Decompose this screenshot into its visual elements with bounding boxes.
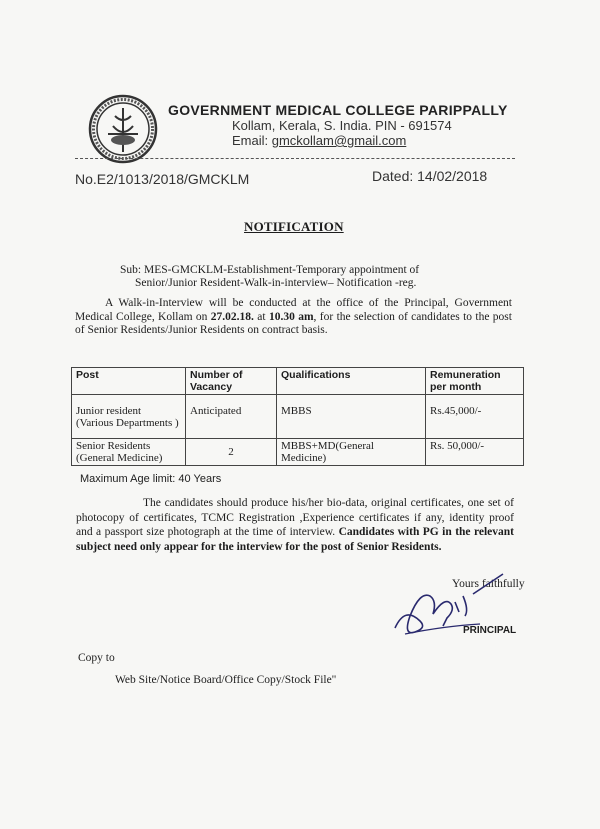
table-row — [72, 395, 524, 439]
cell-qualification: MBBS — [277, 395, 426, 439]
signatory-title: PRINCIPAL — [463, 625, 517, 636]
copy-to-list: Web Site/Notice Board/Office Copy/Stock File" — [115, 674, 337, 686]
intro-at: at — [253, 310, 269, 323]
intro-text-end: , for the selection of candidates to the post of Senior Residents/Junior Residents on contract basis. — [75, 310, 512, 336]
cell-remuneration: Rs. 50,000/- — [426, 439, 524, 466]
college-seal-icon — [88, 94, 158, 164]
cell-qualification: MBBS+MD(General Medicine) — [277, 439, 426, 466]
header-vacancy: Number of Vacancy — [186, 368, 277, 395]
email-link[interactable]: gmckollam@gmail.com — [271, 133, 407, 148]
intro-text: A Walk-in-Interview will be conducted at the office of the Principal, Government Medical College, Kollam on — [75, 297, 512, 323]
vacancy-table — [71, 367, 524, 466]
instructions-paragraph — [76, 496, 514, 554]
copy-to-label: Copy to — [78, 652, 115, 664]
interview-date: 27.02.18. — [210, 310, 254, 323]
intro-paragraph — [75, 297, 512, 338]
email-line — [232, 133, 406, 148]
table-row — [72, 439, 524, 466]
closing-salutation: Yours faithfully — [452, 578, 525, 590]
table-header-row — [72, 368, 524, 395]
cell-remuneration: Rs.45,000/- — [426, 395, 524, 439]
header-post: Post — [72, 368, 186, 395]
reference-number: No.E2/1013/2018/GMCKLM — [75, 171, 250, 187]
header-qualifications: Qualifications — [277, 368, 426, 395]
cell-vacancy: 2 — [186, 439, 277, 466]
header-remuneration: Remuneration per month — [426, 368, 524, 395]
instructions-bold-text: Candidates with PG in the relevant subject need only appear for the interview for the post of Senior Residents. — [76, 526, 514, 553]
header-divider — [75, 158, 515, 159]
org-name: GOVERNMENT MEDICAL COLLEGE PARIPPALLY — [168, 102, 508, 118]
subject-line-1: Sub: MES-GMCKLM-Establishment-Temporary appointment of — [120, 264, 420, 276]
cell-post: Junior resident (Various Departments ) — [72, 395, 186, 439]
max-age-limit: Maximum Age limit: 40 Years — [80, 473, 222, 485]
cell-vacancy: Anticipated — [186, 395, 277, 439]
org-address: Kollam, Kerala, S. India. PIN - 691574 — [232, 118, 452, 133]
instructions-text: The candidates should produce his/her bio-data, original certificates, one set of photocopy of certificates, TCMC Registration ,Experience certificates if any, identity proof and a passport size photograph at the time of interview. — [76, 497, 514, 538]
subject-line-2: Senior/Junior Resident-Walk-in-interview– Notification -reg. — [135, 277, 417, 289]
email-label: Email: — [232, 133, 272, 148]
reference-date: Dated: 14/02/2018 — [372, 168, 488, 184]
notification-title: NOTIFICATION — [244, 219, 344, 234]
interview-time: 10.30 am — [268, 310, 314, 323]
cell-post: Senior Residents (General Medicine) — [72, 439, 186, 466]
